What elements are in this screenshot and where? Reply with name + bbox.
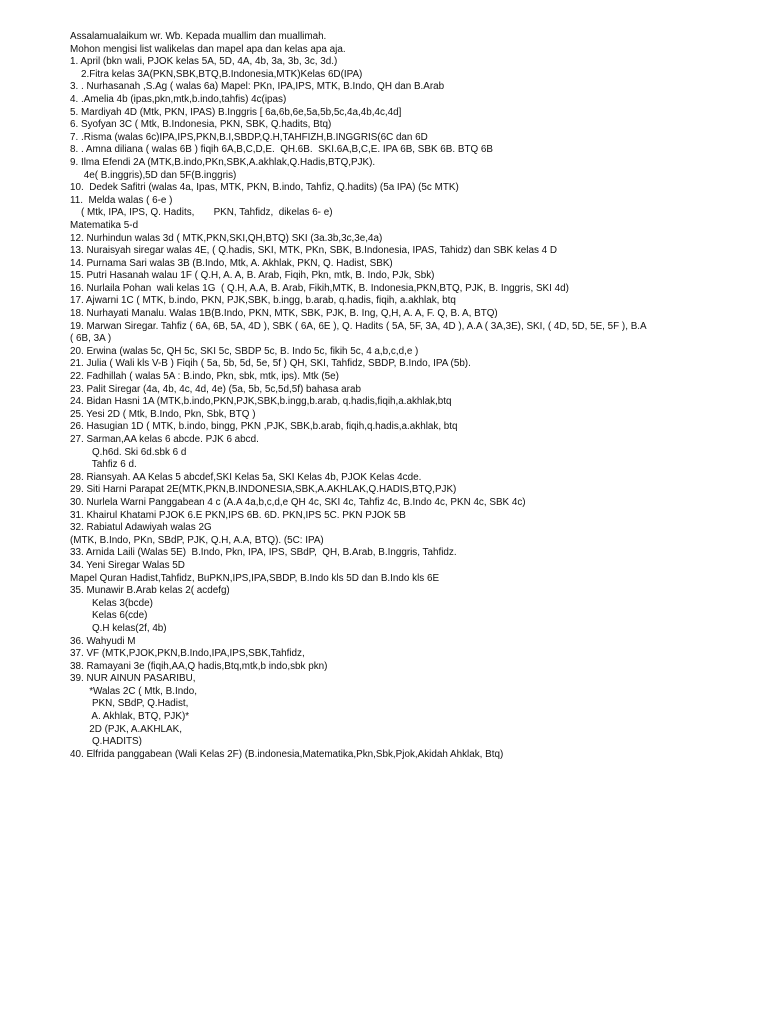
text-line: 2D (PJK, A.AKHLAK, — [70, 723, 182, 735]
text-line: 22. Fadhillah ( walas 5A : B.indo, Pkn, sbk, mtk, ips). Mtk (5e) — [70, 371, 339, 383]
text-line: 14. Purnama Sari walas 3B (B.Indo, Mtk, A. Akhlak, PKN, Q. Hadist, SBK) — [70, 257, 393, 269]
text-line: Kelas 6(cde) — [70, 610, 148, 622]
text-line: Q.HADITS) — [70, 736, 142, 748]
text-line: Tahfiz 6 d. — [70, 459, 137, 471]
text-line: 39. NUR AINUN PASARIBU, — [70, 673, 196, 685]
text-line: Mapel Quran Hadist,Tahfidz, BuPKN,IPS,IPA,SBDP, B.Indo kls 5D dan B.Indo kls 6E — [70, 572, 440, 584]
text-line: 2.Fitra kelas 3A(PKN,SBK,BTQ,B.Indonesia,MTK)Kelas 6D(IPA) — [70, 68, 363, 80]
text-line: *Walas 2C ( Mtk, B.Indo, — [70, 685, 197, 697]
text-line: 12. Nurhindun walas 3d ( MTK,PKN,SKI,QH,BTQ) SKI (3a.3b,3c,3e,4a) — [70, 232, 383, 244]
text-line: 35. Munawir B.Arab kelas 2( acdefg) — [70, 585, 230, 597]
text-line: (MTK, B.Indo, PKn, SBdP, PJK, Q.H, A.A, BTQ). (5C: IPA) — [70, 534, 324, 546]
text-line: 11. Melda walas ( 6-e ) — [70, 194, 173, 206]
text-line: 4. .Amelia 4b (ipas,pkn,mtk,b.indo,tahfis) 4c(ipas) — [70, 93, 287, 105]
text-line: 27. Sarman,AA kelas 6 abcde. PJK 6 abcd. — [70, 434, 259, 445]
text-line: ( Mtk, IPA, IPS, Q. Hadits, PKN, Tahfidz, dikelas 6- e) — [70, 207, 333, 219]
text-line: 6. Syofyan 3C ( Mtk, B.Indonesia, PKN, SBK, Q.hadits, Btq) — [70, 119, 332, 131]
text-line: 1. April (bkn wali, PJOK kelas 5A, 5D, 4A, 4b, 3a, 3b, 3c, 3d.) — [70, 56, 338, 68]
text-line: 29. Siti Harni Parapat 2E(MTK,PKN,B.INDONESIA,SBK,A.AKHLAK,Q.HADIS,BTQ,PJK) — [70, 484, 457, 496]
text-line: Q.h6d. Ski 6d.sbk 6 d — [70, 446, 187, 458]
text-line: 24. Bidan Hasni 1A (MTK,b.indo,PKN,PJK,SBK,b.ingg,b.arab, q.hadis,fiqih,a.akhlak,btq — [70, 396, 452, 408]
text-line: 3. . Nurhasanah ,S.Ag ( walas 6a) Mapel: PKn, IPA,IPS, MTK, B.Indo, QH dan B.Arab — [70, 81, 445, 93]
text-line: 18. Nurhayati Manalu. Walas 1B(B.Indo, PKN, MTK, SBK, PJK, B. Ing, Q,H, A. A, F. Q, B. A, BTQ) — [70, 308, 498, 320]
text-line: 5. Mardiyah 4D (Mtk, PKN, IPAS) B.Inggris [ 6a,6b,6e,5a,5b,5c,4a,4b,4c,4d] — [70, 106, 402, 118]
text-line: 40. Elfrida panggabean (Wali Kelas 2F) (B.indonesia,Matematika,Pkn,Sbk,Pjok,Akidah Ahklak, Btq) — [70, 748, 504, 760]
text-line: 21. Julia ( Wali kls V-B ) Fiqih ( 5a, 5b, 5d, 5e, 5f ) QH, SKI, Tahfidz, SBDP, B.Indo, IPA (5b). — [70, 358, 471, 370]
text-line: 4e( B.inggris),5D dan 5F(B.inggris) — [70, 169, 237, 181]
document-body — [70, 31, 750, 761]
text-line: 8. . Amna diliana ( walas 6B ) fiqih 6A,B,C,D,E. QH.6B. SKI.6A,B,C,E. IPA 6B, SBK 6B. BTQ 6B — [70, 144, 493, 156]
text-line: 36. Wahyudi M — [70, 635, 136, 647]
text-line: 19. Marwan Siregar. Tahfiz ( 6A, 6B, 5A, 4D ), SBK ( 6A, 6E ), Q. Hadits ( 5A, 5F, 3A, 4D ), A.A ( 3A,3E), SKI, ( 4D, 5D, 5E, 5F ), B.A — [70, 320, 647, 332]
text-line: Assalamualaikum wr. Wb. Kepada muallim dan muallimah. — [70, 31, 327, 42]
text-line: 7. .Risma (walas 6c)IPA,IPS,PKN,B.I,SBDP,Q.H,TAHFIZH,B.INGGRIS(6C dan 6D — [70, 131, 428, 143]
text-line: 28. Riansyah. AA Kelas 5 abcdef,SKI Kelas 5a, SKI Kelas 4b, PJOK Kelas 4cde. — [70, 471, 422, 483]
text-line: 17. Ajwarni 1C ( MTK, b.indo, PKN, PJK,SBK, b.ingg, b.arab, q.hadis, fiqih, a.akhlak, btq — [70, 295, 456, 307]
text-line: 20. Erwina (walas 5c, QH 5c, SKI 5c, SBDP 5c, B. Indo 5c, fikih 5c, 4 a,b,c,d,e ) — [70, 345, 419, 357]
text-line: 31. Khairul Khatami PJOK 6.E PKN,IPS 6B. 6D. PKN,IPS 5C. PKN PJOK 5B — [70, 509, 406, 521]
text-line: 33. Arnida Laili (Walas 5E) B.Indo, Pkn, IPA, IPS, SBdP, QH, B.Arab, B.Inggris, Tahfidz. — [70, 547, 457, 559]
text-line: 38. Ramayani 3e (fiqih,AA,Q hadis,Btq,mtk,b indo,sbk pkn) — [70, 660, 328, 672]
text-line: 15. Putri Hasanah walau 1F ( Q.H, A. A, B. Arab, Fiqih, Pkn, mtk, B. Indo, PJk, Sbk) — [70, 270, 435, 282]
text-line: 26. Hasugian 1D ( MTK, b.indo, bingg, PKN ,PJK, SBK,b.arab, fiqih,q.hadis,a.akhlak, btq — [70, 421, 458, 433]
text-line: 34. Yeni Siregar Walas 5D — [70, 559, 185, 571]
text-line: PKN, SBdP, Q.Hadist, — [70, 698, 189, 710]
text-line: 16. Nurlaila Pohan wali kelas 1G ( Q.H, A.A, B. Arab, Fikih,MTK, B. Indonesia,PKN,BTQ, PJK, B. Inggris, SKI 4d) — [70, 282, 569, 294]
text-line: A. Akhlak, BTQ, PJK)* — [70, 711, 190, 723]
text-line: 13. Nuraisyah siregar walas 4E, ( Q.hadis, SKI, MTK, PKn, SBK, B.Indonesia, IPAS, Tahidz) dan SBK kelas 4 D — [70, 245, 558, 257]
text-line: Matematika 5-d — [70, 219, 139, 231]
text-line: 25. Yesi 2D ( Mtk, B.Indo, Pkn, Sbk, BTQ ) — [70, 408, 256, 420]
text-line: Q.H kelas(2f, 4b) — [70, 622, 167, 634]
text-line: ( 6B, 3A ) — [70, 333, 112, 345]
text-line: 9. Ilma Efendi 2A (MTK,B.indo,PKn,SBK,A.akhlak,Q.Hadis,BTQ,PJK). — [70, 156, 376, 168]
text-line: 10. Dedek Safitri (walas 4a, Ipas, MTK, PKN, B.indo, Tahfiz, Q.hadits) (5a IPA) (5c MTK) — [70, 182, 459, 194]
text-line: 30. Nurlela Warni Panggabean 4 c (A.A 4a,b,c,d,e QH 4c, SKI 4c, Tahfiz 4c, B.Indo 4c, PKN 4c, SBK 4c) — [70, 496, 526, 508]
text-line: Kelas 3(bcde) — [70, 597, 153, 609]
text-line: Mohon mengisi list walikelas dan mapel apa dan kelas apa aja. — [70, 43, 346, 55]
text-line: 37. VF (MTK,PJOK,PKN,B.Indo,IPA,IPS,SBK,Tahfidz, — [70, 648, 305, 660]
text-line: 32. Rabiatul Adawiyah walas 2G — [70, 522, 212, 534]
text-line: 23. Palit Siregar (4a, 4b, 4c, 4d, 4e) (5a, 5b, 5c,5d,5f) bahasa arab — [70, 383, 361, 395]
